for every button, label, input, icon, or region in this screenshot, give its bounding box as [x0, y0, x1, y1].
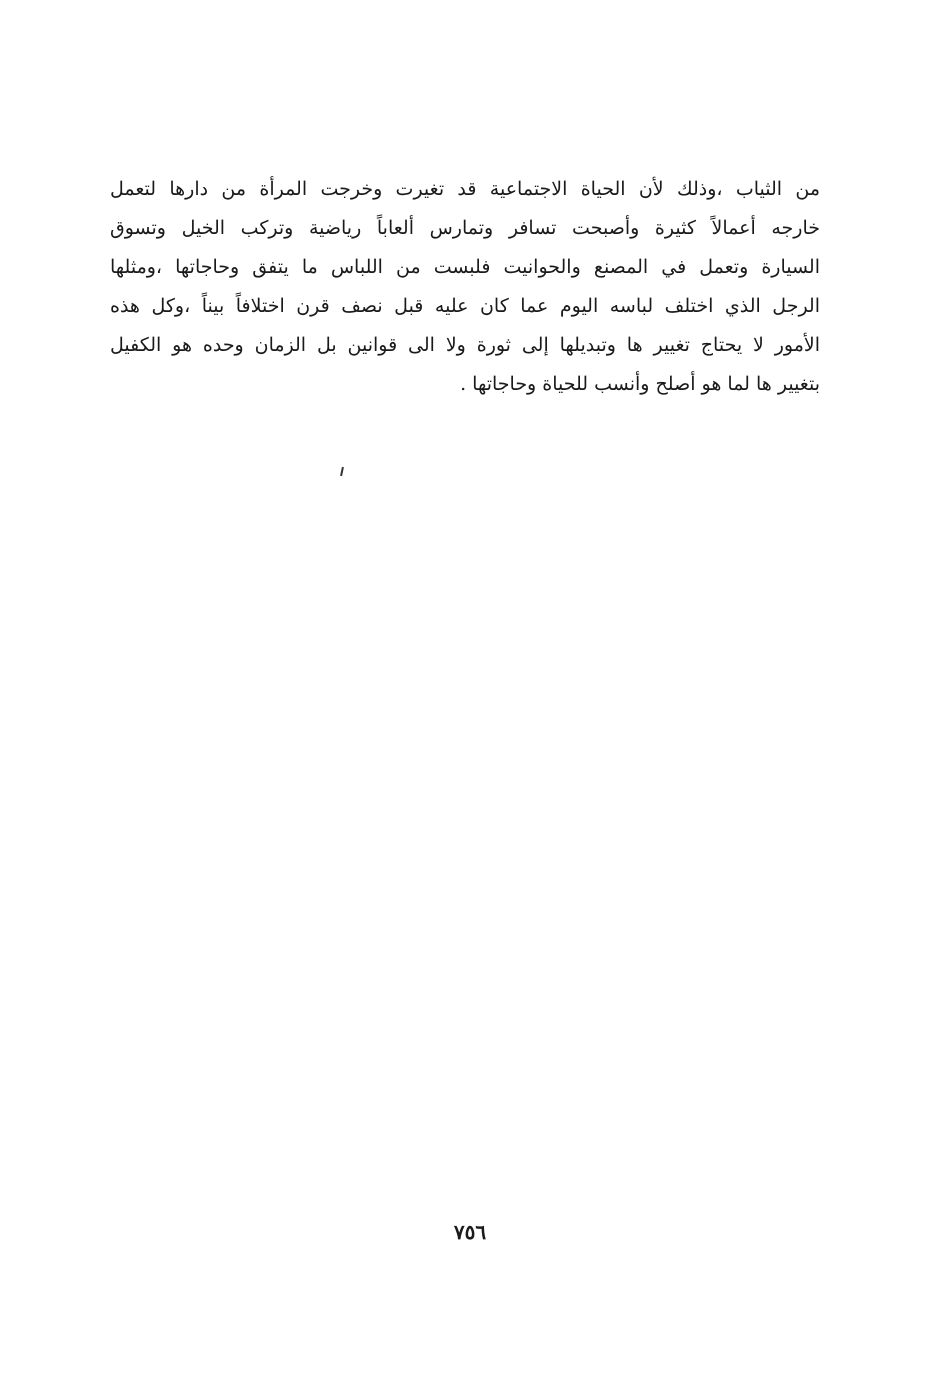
- text-line-5: الأمور لا يحتاج تغيير ها وتبديلها إلى ثورة ولا الى قوانين بل الزمان وحده هو الكفيل: [110, 334, 820, 356]
- text-line-3: السيارة وتعمل في المصنع والحوانيت فلبست من اللباس ما يتفق وحاجاتها ،ومثلها: [110, 256, 820, 278]
- text-line-4: الرجل الذي اختلف لباسه اليوم عما كان عليه قبل نصف قرن اختلافاً بيناً ،وكل هذه: [110, 295, 820, 317]
- text-line-2: خارجه أعمالاً كثيرة وأصبحت تسافر وتمارس ألعاباً رياضية وتركب الخيل وتسوق: [110, 217, 820, 239]
- body-paragraph: [110, 170, 820, 404]
- stray-ink-mark: [340, 467, 344, 476]
- page-number: ٧٥٦: [453, 1220, 487, 1244]
- text-line-6: بتغيير ها لما هو أصلح وأنسب للحياة وحاجاتها .: [460, 373, 820, 395]
- text-line-1: من الثياب ،وذلك لأن الحياة الاجتماعية قد تغيرت وخرجت المرأة من دارها لتعمل: [110, 178, 820, 200]
